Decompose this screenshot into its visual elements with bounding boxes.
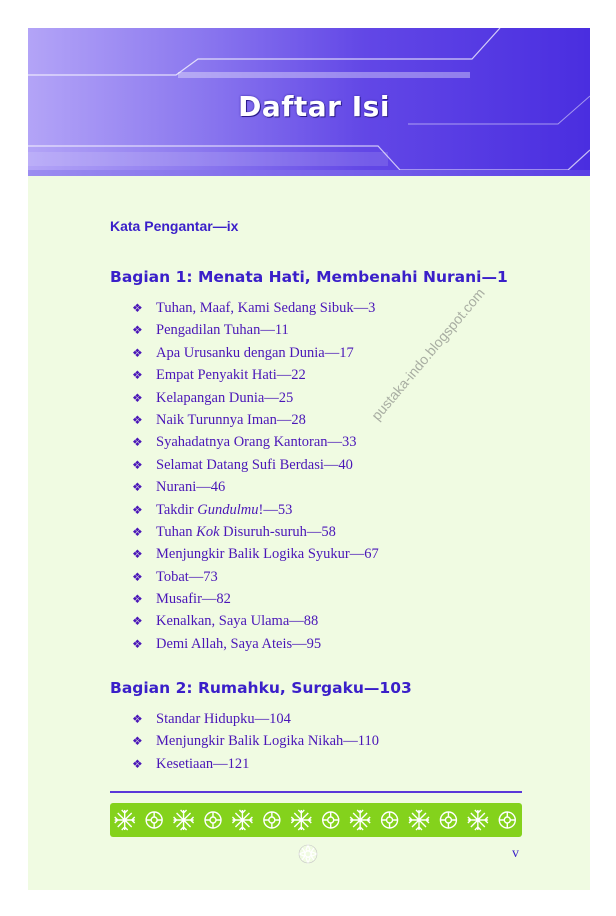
- section-2-title: Bagian 2: Rumahku, Surgaku—103: [110, 679, 412, 697]
- diamond-bullet-icon: ❖: [132, 592, 143, 607]
- diamond-bullet-icon: ❖: [132, 569, 143, 584]
- list-item: ❖ Empat Penyakit Hati—22: [132, 364, 379, 386]
- footer-rule: [110, 791, 522, 793]
- flower-ornament-icon: [297, 843, 319, 865]
- list-item: ❖ Musafir—82: [132, 588, 379, 610]
- list-item: ❖ Demi Allah, Saya Ateis—95: [132, 633, 379, 655]
- ornament-pattern: [110, 803, 522, 837]
- flower-ornament-icon: [350, 810, 370, 830]
- diamond-bullet-icon: ❖: [132, 412, 143, 427]
- diamond-bullet-icon: ❖: [132, 636, 143, 651]
- flower-ornament-icon: [382, 812, 398, 828]
- list-item: ❖ Selamat Datang Sufi Berdasi—40: [132, 454, 379, 476]
- flower-ornament-icon: [264, 812, 280, 828]
- diamond-bullet-icon: ❖: [132, 734, 143, 749]
- list-item: ❖ Menjungkir Balik Logika Syukur—67: [132, 543, 379, 565]
- flower-ornament-icon: [291, 810, 311, 830]
- list-item: ❖ Naik Turunnya Iman—28: [132, 409, 379, 431]
- diamond-bullet-icon: ❖: [132, 614, 143, 629]
- flower-ornament-icon: [468, 810, 488, 830]
- flower-ornament-icon: [409, 810, 429, 830]
- diamond-bullet-icon: ❖: [132, 524, 143, 539]
- header-banner: [28, 28, 590, 176]
- list-item: ❖ Menjungkir Balik Logika Nikah—110: [132, 730, 379, 752]
- flower-ornament-icon: [174, 810, 194, 830]
- list-item: ❖ Apa Urusanku dengan Dunia—17: [132, 342, 379, 364]
- list-item: ❖ Kesetiaan—121: [132, 753, 379, 775]
- flower-ornament-icon: [115, 810, 135, 830]
- flower-ornament-icon: [232, 810, 252, 830]
- diamond-bullet-icon: ❖: [132, 502, 143, 517]
- header-base-strip: [28, 170, 590, 176]
- diamond-bullet-icon: ❖: [132, 712, 143, 726]
- flower-ornament-icon: [499, 812, 515, 828]
- list-item: ❖ Tobat—73: [132, 566, 379, 588]
- diamond-bullet-icon: ❖: [132, 301, 143, 315]
- list-item: ❖ Nurani—46: [132, 476, 379, 498]
- diamond-bullet-icon: ❖: [132, 323, 143, 338]
- list-item: ❖ Takdir Gundulmu!—53: [132, 499, 379, 521]
- ornament-band: [110, 803, 522, 837]
- flower-ornament-icon: [440, 812, 456, 828]
- list-item: ❖ Kenalkan, Saya Ulama—88: [132, 610, 379, 632]
- diamond-bullet-icon: ❖: [132, 345, 143, 360]
- section-1-list: [132, 297, 379, 655]
- diamond-bullet-icon: ❖: [132, 480, 143, 495]
- list-item: ❖ Kelapangan Dunia—25: [132, 387, 379, 409]
- list-item: ❖ Syahadatnya Orang Kantoran—33: [132, 431, 379, 453]
- watermark-text: pustaka-indo.blogspot.com: [368, 284, 488, 424]
- list-item: ❖ Tuhan, Maaf, Kami Sedang Sibuk—3: [132, 297, 379, 319]
- diamond-bullet-icon: ❖: [132, 756, 143, 771]
- flower-ornament-icon: [323, 812, 339, 828]
- section-1-title: Bagian 1: Menata Hati, Membenahi Nurani—1: [110, 268, 508, 286]
- preface-entry: Kata Pengantar—ix: [110, 218, 239, 234]
- diamond-bullet-icon: ❖: [132, 547, 143, 562]
- flower-ornament-icon: [205, 812, 221, 828]
- list-item: ❖ Standar Hidupku—104: [132, 708, 379, 730]
- page-number: v: [512, 846, 519, 861]
- list-item: ❖ Tuhan Kok Disuruh-suruh—58: [132, 521, 379, 543]
- diamond-bullet-icon: ❖: [132, 435, 143, 450]
- list-item: ❖ Pengadilan Tuhan—11: [132, 319, 379, 341]
- diamond-bullet-icon: ❖: [132, 390, 143, 405]
- page-title: Daftar Isi: [238, 90, 390, 123]
- diamond-bullet-icon: ❖: [132, 457, 143, 472]
- section-2-list: [132, 708, 379, 775]
- flower-ornament-icon: [146, 812, 162, 828]
- diamond-bullet-icon: ❖: [132, 368, 143, 383]
